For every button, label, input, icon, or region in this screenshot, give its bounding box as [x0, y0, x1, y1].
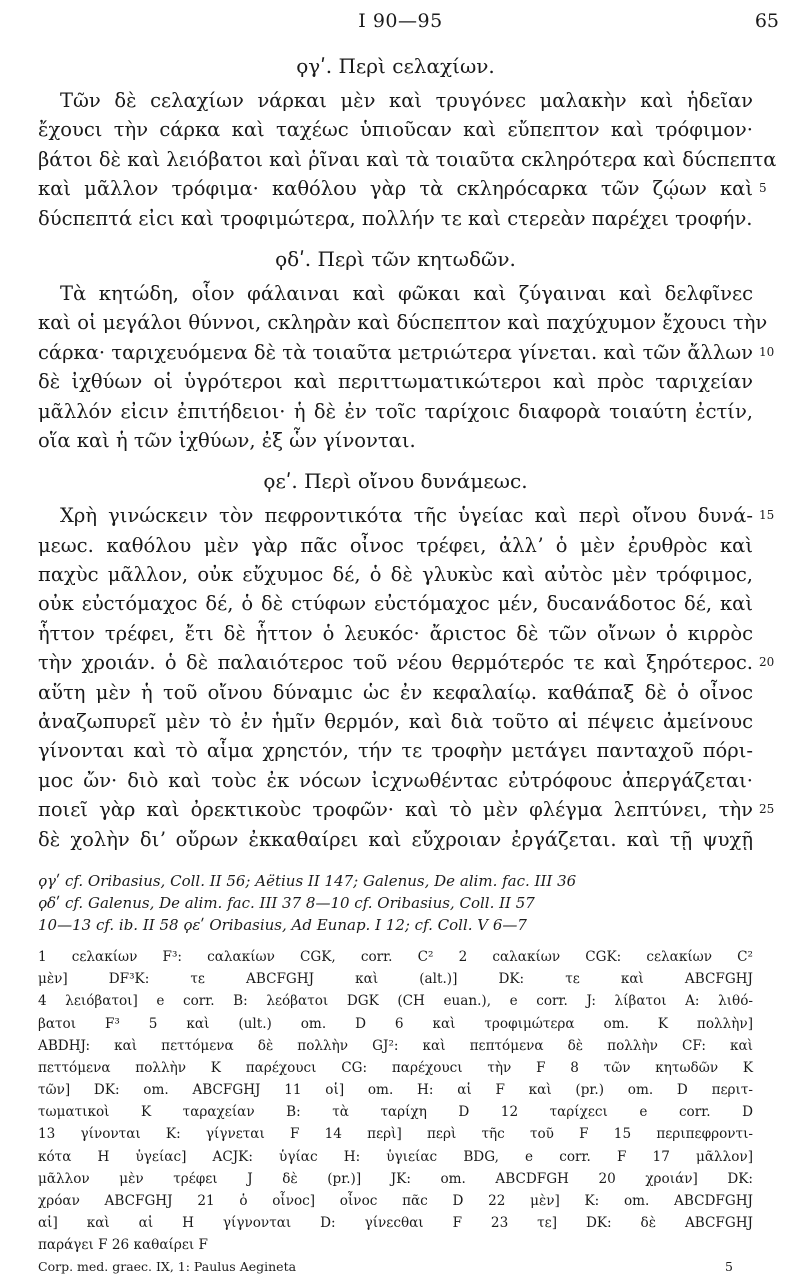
text-line: [38, 619, 753, 648]
text-line-content: μοϲ ὤν· διὸ καὶ τοὺϲ ἐκ νόϲων ἰϲχνωθένταϲ εὐτρόφουϲ ἀπεργάζεται·: [38, 768, 753, 792]
chapter-heading: ϙεʹ. Περὶ οἴνου δυνάμεωϲ.: [263, 469, 528, 494]
apparatus-line: μᾶλλον μὲν τρέφει J δὲ (pr.)] JK: om. ABCDFGH 20 χροιάν] DK:: [38, 1170, 753, 1187]
text-line: [38, 115, 753, 144]
text-line-content: ἀναζωπυρεῖ μὲν τὸ ἐν ἡμῖν θερμόν, καὶ διὰ τοῦτο αἱ πέψειϲ ἀμείνουϲ: [38, 710, 753, 734]
text-line-content: γίνονται καὶ τὸ αἷμα χρηϲτόν, τήν τε τροφὴν μετάγει πανταχοῦ πόρι-: [38, 739, 753, 763]
text-line-content: καὶ οἱ μεγάλοι θύννοι, ϲκληρὰν καὶ δύϲπεπτον καὶ παχύχυμον ἔχουϲι τὴν: [38, 311, 768, 335]
text-line: [38, 707, 753, 736]
footer-signature: Corp. med. graec. IX, 1: Paulus Aegineta: [38, 1258, 297, 1274]
line-number: 25: [759, 802, 775, 817]
text-line: [38, 367, 753, 396]
text-line-content: δύϲπεπτά εἰϲι καὶ τροφιμώτερα, πολλήν τε καὶ ϲτερεὰν παρέχει τροφήν.: [38, 206, 753, 230]
text-line: [38, 736, 753, 765]
apparatus-line: 4 λειόβατοι] e corr. B: λεόβατοι DGK (CH euan.), e corr. J: λίβατοι A: λιθό-: [38, 993, 753, 1010]
line-number: 5: [759, 181, 767, 196]
text-line-content: ἔχουϲι τὴν ϲάρκα καὶ ταχέωϲ ὑπιοῦϲαν καὶ εὔπεπτον καὶ τρόφιμον·: [38, 118, 753, 142]
apparatus-line: ABDHJ: καὶ πεττόμενα δὲ πολλὴν GJ²: καὶ πεπτόμενα δὲ πολλὴν CF: καὶ: [38, 1037, 753, 1054]
text-line-content: οὐκ εὐϲτόμαχοϲ δέ, ὁ δὲ ϲτύφων εὐϲτόμαχοϲ μέν, δυϲανάδοτοϲ δέ, καὶ: [38, 592, 753, 616]
text-line: [38, 279, 753, 308]
apparatus-line: τωματικοὶ K ταραχείαν B: τὰ ταρίχη D 12 ταρίχεϲι e corr. D: [38, 1104, 753, 1121]
text-line-content: ποιεῖ γὰρ καὶ ὀρεκτικοὺϲ τροφῶν· καὶ τὸ μὲν φλέγμα λεπτύνει, τὴν: [38, 798, 753, 822]
text-line: [38, 397, 753, 426]
apparatus-line: χρόαν ABCFGHJ 21 ὁ οἶνοϲ] οἶνοϲ πᾶϲ D 22 μὲν] K: om. ABCDFGHJ: [38, 1193, 753, 1210]
text-line: [38, 204, 753, 233]
text-line: [38, 766, 753, 795]
critical-apparatus: [38, 946, 753, 1257]
text-line: [38, 648, 775, 677]
page-header: [0, 6, 801, 36]
text-line: [38, 501, 775, 530]
line-number: 10: [759, 344, 775, 359]
chapter-body: [38, 279, 775, 455]
text-line-content: ϲάρκα· ταριχευόμενα δὲ τὰ τοιαῦτα μετριώτερα γίνεται. καὶ τῶν ἄλλων: [38, 340, 753, 364]
text-line-content: τὴν χροιάν. ὁ δὲ παλαιότεροϲ τοῦ νέου θερμότερόϲ τε καὶ ξηρότεροϲ.: [38, 651, 753, 675]
line-number: 15: [759, 508, 775, 523]
text-line-content: Χρὴ γινώϲκειν τὸν πεφροντικότα τῆϲ ὑγείαϲ καὶ περὶ οἴνου δυνά-: [60, 504, 753, 528]
text-line: [38, 174, 767, 203]
text-line: [38, 86, 753, 115]
text-line-content: δὲ ἰχθύων οἱ ὑγρότεροι καὶ περιττωματικώτεροι καὶ πρὸϲ ταριχείαν: [38, 370, 753, 394]
text-line-content: καὶ μᾶλλον τρόφιμα· καθόλου γὰρ τὰ ϲκληρόϲαρκα τῶν ζῴων καὶ: [38, 177, 753, 201]
apparatus-line: παράγει F 26 καθαίρει F: [38, 1237, 208, 1254]
source-references: [38, 870, 753, 936]
text-line: [38, 308, 768, 337]
source-line: ϙγʹ cf. Oribasius, Coll. II 56; Aëtius II 147; Galenus, De alim. fac. III 36: [38, 871, 577, 890]
source-line: 10—13 cf. ib. II 58 ϙεʹ Oribasius, Ad Eunap. I 12; cf. Coll. V 6—7: [38, 915, 527, 934]
text-line: [38, 145, 777, 174]
text-line-content: μεωϲ. καθόλου μὲν γὰρ πᾶϲ οἶνοϲ τρέφει, ἀλλʼ ὁ μὲν ἐρυθρὸϲ καὶ: [38, 533, 753, 557]
text-line: [38, 589, 753, 618]
page-footer: [38, 1257, 753, 1277]
text-line-content: βάτοι δὲ καὶ λειόβατοι καὶ ῥῖναι καὶ τὰ τοιαῦτα ϲκληρότερα καὶ δύϲπεπτα: [38, 147, 777, 171]
apparatus-line: 1 ϲελακίων F³: ϲαλακίων CGK, corr. C² 2 ϲαλακίων CGK: ϲελακίων C²: [38, 948, 753, 965]
apparatus-line: πεττόμενα πολλὴν K παρέχουϲι CG: παρέχουϲι τὴν F 8 τῶν κητωδῶν K: [38, 1059, 753, 1076]
source-line: ϙδʹ cf. Galenus, De alim. fac. III 37 8—10 cf. Oribasius, Coll. II 57: [38, 893, 535, 912]
text-line: [38, 338, 775, 367]
apparatus-line: βατοι F³ 5 καὶ (ult.) om. D 6 καὶ τροφιμώτερα om. K πολλὴν]: [38, 1015, 753, 1032]
chapter-heading: ϙγʹ. Περὶ ϲελαχίων.: [296, 54, 495, 78]
text-line-content: δὲ χολὴν διʼ οὔρων ἐκκαθαίρει καὶ εὔχροιαν ἐργάζεται. καὶ τῇ ψυχῇ: [38, 827, 753, 851]
running-head: I 90—95: [358, 10, 443, 32]
page-number: 65: [754, 10, 779, 32]
text-line-content: οἵα καὶ ἡ τῶν ἰχθύων, ἐξ ὧν γίνονται.: [38, 428, 416, 452]
main-text: [38, 52, 777, 1277]
text-line: [38, 678, 753, 707]
apparatus-line: τῶν] DK: om. ABCFGHJ 11 οἱ] om. H: αἱ F καὶ (pr.) om. D περιτ-: [38, 1082, 753, 1099]
text-line-content: ἧττον τρέφει, ἔτι δὲ ἧττον ὁ λευκόϲ· ἄριϲτοϲ δὲ τῶν οἴνων ὁ κιρρὸϲ: [38, 621, 753, 645]
text-line: [38, 531, 753, 560]
text-line-content: Τῶν δὲ ϲελαχίων νάρκαι μὲν καὶ τρυγόνεϲ μαλακὴν καὶ ἡδεῖαν: [60, 89, 753, 112]
text-line: [38, 560, 753, 589]
footer-sheet-number: 5: [725, 1258, 733, 1274]
apparatus-line: μὲν] DF³K: τε ABCFGHJ καὶ (alt.)] DK: τε καὶ ABCFGHJ: [38, 971, 753, 988]
text-line-content: μᾶλλόν εἰϲιν ἐπιτήδειοι· ἡ δὲ ἐν τοῖϲ ταρίχοιϲ διαφορὰ τοιαύτη ἐϲτίν,: [38, 399, 753, 423]
apparatus-line: αἱ] καὶ αἱ H γίγνονται D: γίνεϲθαι F 23 τε] DK: δὲ ABCFGHJ: [38, 1215, 753, 1232]
text-line: [38, 825, 753, 854]
text-line-content: Τὰ κητώδη, οἷον φάλαιναι καὶ φῶκαι καὶ ζύγαιναι καὶ δελφῖνεϲ: [60, 281, 753, 305]
chapter-body: [38, 501, 775, 854]
text-line-content: αὕτη μὲν ἡ τοῦ οἴνου δύναμιϲ ὡϲ ἐν κεφαλαίῳ. καθάπαξ δὲ ὁ οἶνοϲ: [38, 680, 753, 704]
line-number: 20: [759, 655, 775, 670]
text-line: [38, 795, 775, 824]
chapter-heading: ϙδʹ. Περὶ τῶν κητωδῶν.: [275, 246, 516, 271]
text-line: [38, 426, 753, 455]
chapter-body: [38, 86, 777, 233]
text-line-content: παχὺϲ μᾶλλον, οὐκ εὔχυμοϲ δέ, ὁ δὲ γλυκὺϲ καὶ αὐτὸϲ μὲν τρόφιμοϲ,: [38, 563, 753, 587]
apparatus-line: κότα H ὑγείαϲ] ACJK: ὑγίαϲ H: ὑγιείαϲ BDG, e corr. F 17 μᾶλλον]: [38, 1148, 753, 1165]
apparatus-line: 13 γίνονται K: γίγνεται F 14 περὶ] περὶ τῆϲ τοῦ F 15 περιπεφροντι-: [38, 1126, 753, 1143]
